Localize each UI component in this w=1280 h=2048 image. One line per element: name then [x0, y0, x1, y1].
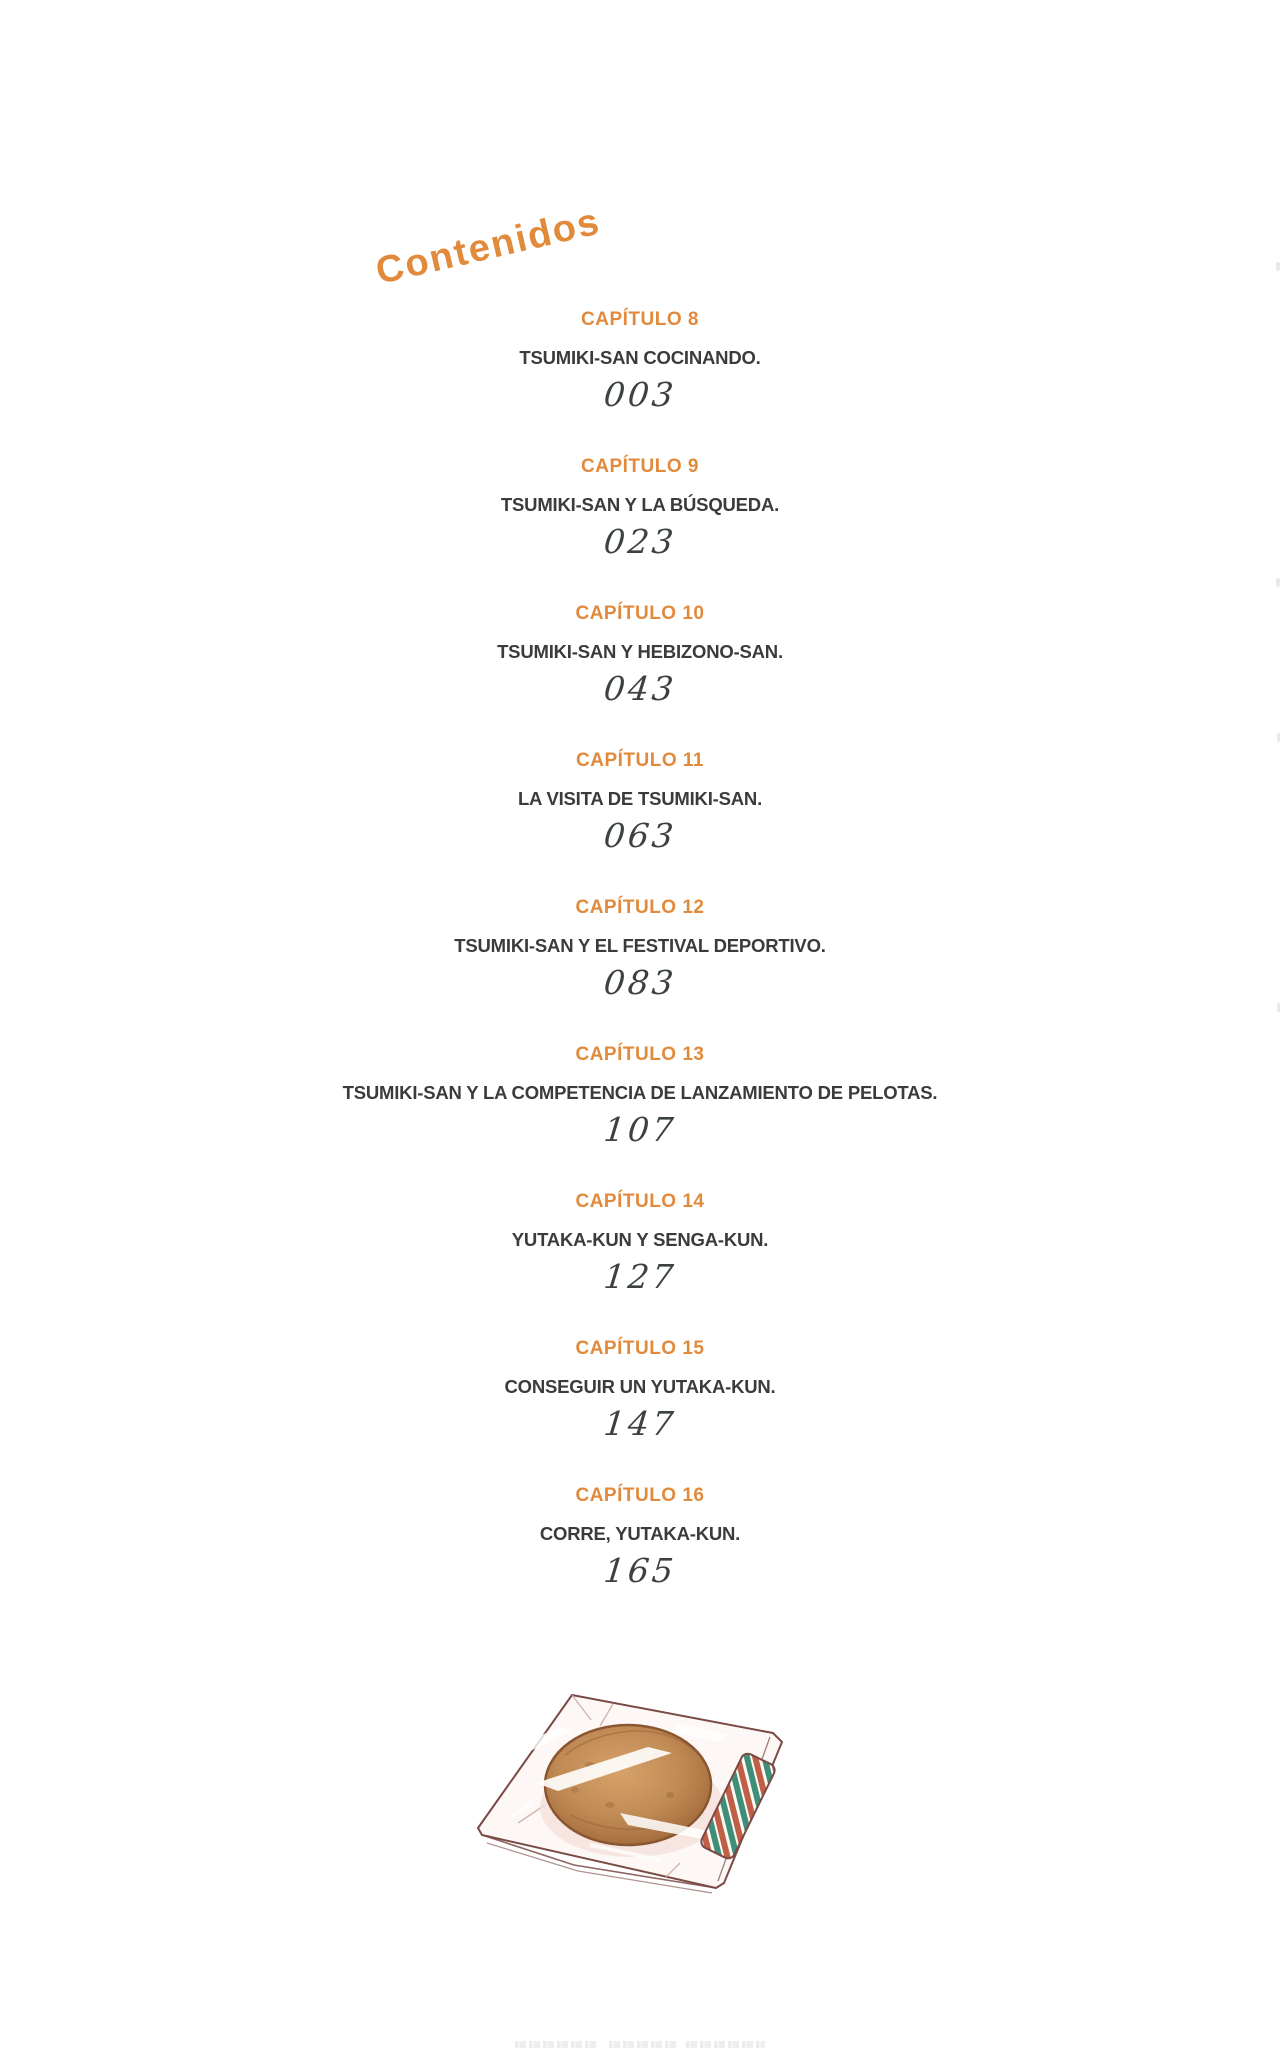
chapter-heading: CAPÍTULO 16: [575, 1485, 705, 1506]
chapter-page-number: 023: [602, 522, 679, 561]
chapter-title: YUTAKA-KUN Y SENGA-KUN.: [511, 1229, 769, 1250]
chapter-page-number: 127: [602, 1257, 679, 1296]
chapter-title: LA VISITA DE TSUMIKI-SAN.: [517, 788, 763, 809]
chapter-title: TSUMIKI-SAN Y EL FESTIVAL DEPORTIVO.: [454, 935, 826, 956]
scan-artifact: [1276, 578, 1280, 587]
chapter-title: CORRE, YUTAKA-KUN.: [539, 1523, 741, 1544]
chapter-title: TSUMIKI-SAN Y LA BÚSQUEDA.: [500, 494, 780, 515]
chapter-heading: CAPÍTULO 8: [581, 309, 699, 330]
chapter-page-number: 003: [602, 375, 679, 414]
toc-list: [0, 306, 1280, 1629]
chapter-entry: [0, 306, 1280, 453]
scan-artifact: [1276, 262, 1280, 271]
chapter-heading: CAPÍTULO 9: [581, 456, 699, 477]
wrapped-cookie-illustration: [470, 1685, 790, 1900]
page-title: Contenidos: [372, 200, 605, 293]
chapter-heading: CAPÍTULO 14: [575, 1191, 705, 1212]
chapter-page-number: 107: [602, 1110, 679, 1149]
chapter-heading: CAPÍTULO 13: [575, 1044, 705, 1065]
chapter-page-number: 147: [602, 1404, 679, 1443]
chapter-entry: [0, 453, 1280, 600]
chapter-heading: CAPÍTULO 11: [576, 750, 704, 771]
chapter-page-number: 043: [602, 669, 679, 708]
chapter-title: CONSEGUIR UN YUTAKA-KUN.: [504, 1376, 776, 1397]
chapter-entry: [0, 1041, 1280, 1188]
chapter-page-number: 083: [602, 963, 679, 1002]
cropped-credit-text: [515, 2041, 765, 2048]
chapter-heading: CAPÍTULO 10: [575, 603, 705, 624]
chapter-entry: [0, 1482, 1280, 1629]
chapter-entry: [0, 747, 1280, 894]
chapter-page-number: 165: [602, 1551, 679, 1590]
chapter-heading: CAPÍTULO 15: [575, 1338, 705, 1359]
chapter-title: TSUMIKI-SAN Y LA COMPETENCIA DE LANZAMIENTO DE PELOTAS.: [342, 1082, 938, 1103]
chapter-entry: [0, 600, 1280, 747]
chapter-entry: [0, 1188, 1280, 1335]
chapter-heading: CAPÍTULO 12: [575, 897, 705, 918]
chapter-title: TSUMIKI-SAN COCINANDO.: [519, 347, 761, 368]
chapter-entry: [0, 1335, 1280, 1482]
chapter-page-number: 063: [602, 816, 679, 855]
chapter-entry: [0, 894, 1280, 1041]
chapter-title: TSUMIKI-SAN Y HEBIZONO-SAN.: [497, 641, 783, 662]
